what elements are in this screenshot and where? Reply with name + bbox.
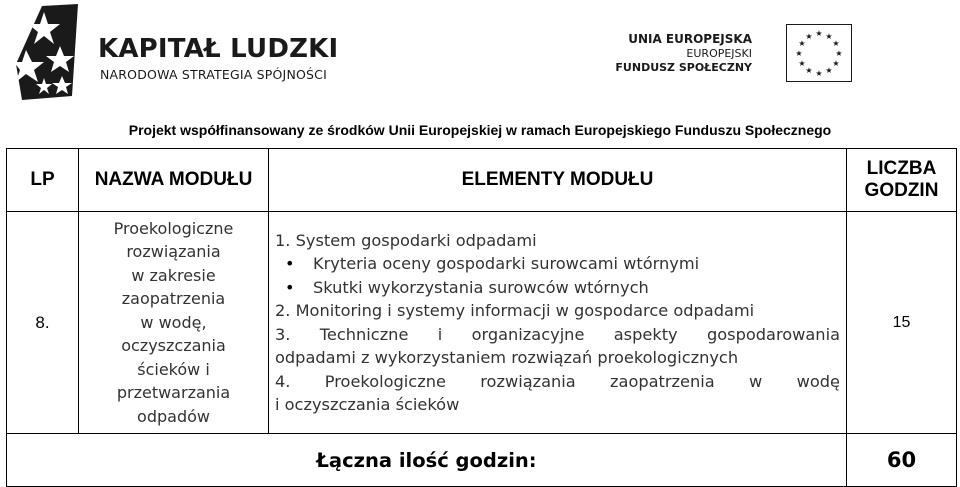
eu-line-3: FUNDUSZ SPOŁECZNY	[615, 61, 752, 74]
svg-text:★: ★	[795, 49, 803, 58]
svg-text:★: ★	[832, 59, 840, 68]
element-bullet-2: • Skutki wykorzystania surowców wtórnych	[275, 276, 840, 300]
total-row	[7, 434, 957, 487]
header-hours	[847, 149, 957, 212]
modules-table	[6, 148, 957, 487]
svg-text:★: ★	[798, 39, 806, 48]
row-module-name	[79, 212, 269, 434]
name-line: w zakresie	[131, 265, 216, 285]
eu-flag-icon	[786, 24, 852, 82]
svg-text:★: ★	[825, 32, 833, 41]
row-lp: 8.	[7, 212, 79, 434]
name-line: przetwarzania	[116, 383, 231, 403]
element-item-4-line1: 4. Proekologiczne rozwiązania zaopatrzenia w wodę	[275, 371, 840, 391]
project-cofinancing-line: Projekt współfinansowany ze środków Unii Europejskiej w ramach Europejskiego Funduszu Społecznego	[128, 122, 832, 138]
eu-logo	[615, 24, 855, 84]
name-line: oczyszczania	[121, 336, 226, 356]
header-module-name: NAZWA MODUŁU	[79, 149, 269, 212]
svg-text:★: ★	[805, 66, 813, 75]
header-lp: LP	[7, 149, 79, 212]
name-line: ścieków i	[137, 359, 210, 379]
name-line: odpadów	[137, 406, 210, 426]
table-row	[7, 212, 957, 434]
svg-text:★: ★	[798, 59, 806, 68]
row-hours: 15	[847, 212, 957, 434]
total-hours-label: Łączna ilość godzin:	[7, 434, 847, 487]
eu-line-1: UNIA EUROPEJSKA	[628, 32, 752, 46]
kapital-ludzki-star-icon	[14, 4, 94, 104]
svg-text:★: ★	[832, 39, 840, 48]
element-item-4-line2: i oczyszczania ścieków	[275, 395, 460, 414]
element-item-1: 1. System gospodarki odpadami	[275, 230, 537, 250]
name-line: w wodę,	[140, 312, 207, 332]
svg-text:★: ★	[805, 32, 813, 41]
svg-text:★: ★	[835, 49, 843, 58]
header-module-elements: ELEMENTY MODUŁU	[269, 149, 847, 212]
total-hours-value: 60	[847, 434, 957, 487]
element-item-3-line2: odpadami z wykorzystaniem rozwiązań proekologicznych	[275, 348, 739, 367]
table-header-row	[7, 149, 957, 212]
kapital-ludzki-subtitle: NARODOWA STRATEGIA SPÓJNOŚCI	[100, 67, 327, 82]
kapital-ludzki-logo	[14, 4, 344, 104]
name-line: zaopatrzenia	[121, 289, 226, 309]
header-hours-line2: GODZIN	[864, 180, 939, 201]
header-hours-line1: LICZBA	[866, 158, 937, 179]
svg-text:★: ★	[825, 66, 833, 75]
svg-text:★: ★	[815, 69, 823, 78]
row-module-elements	[269, 212, 847, 434]
element-item-3-line1: 3. Techniczne i organizacyjne aspekty gospodarowania	[275, 324, 840, 344]
name-line: Proekologiczne	[113, 218, 234, 238]
svg-text:★: ★	[815, 29, 823, 38]
kapital-ludzki-title: KAPITAŁ LUDZKI	[98, 34, 339, 64]
element-bullet-1: • Kryteria oceny gospodarki surowcami wtórnymi	[275, 252, 840, 276]
element-item-2: 2. Monitoring i systemy informacji w gospodarce odpadami	[275, 301, 755, 320]
name-line: rozwiązania	[126, 242, 221, 262]
eu-text	[615, 32, 752, 75]
eu-line-2: EUROPEJSKI	[686, 47, 752, 60]
